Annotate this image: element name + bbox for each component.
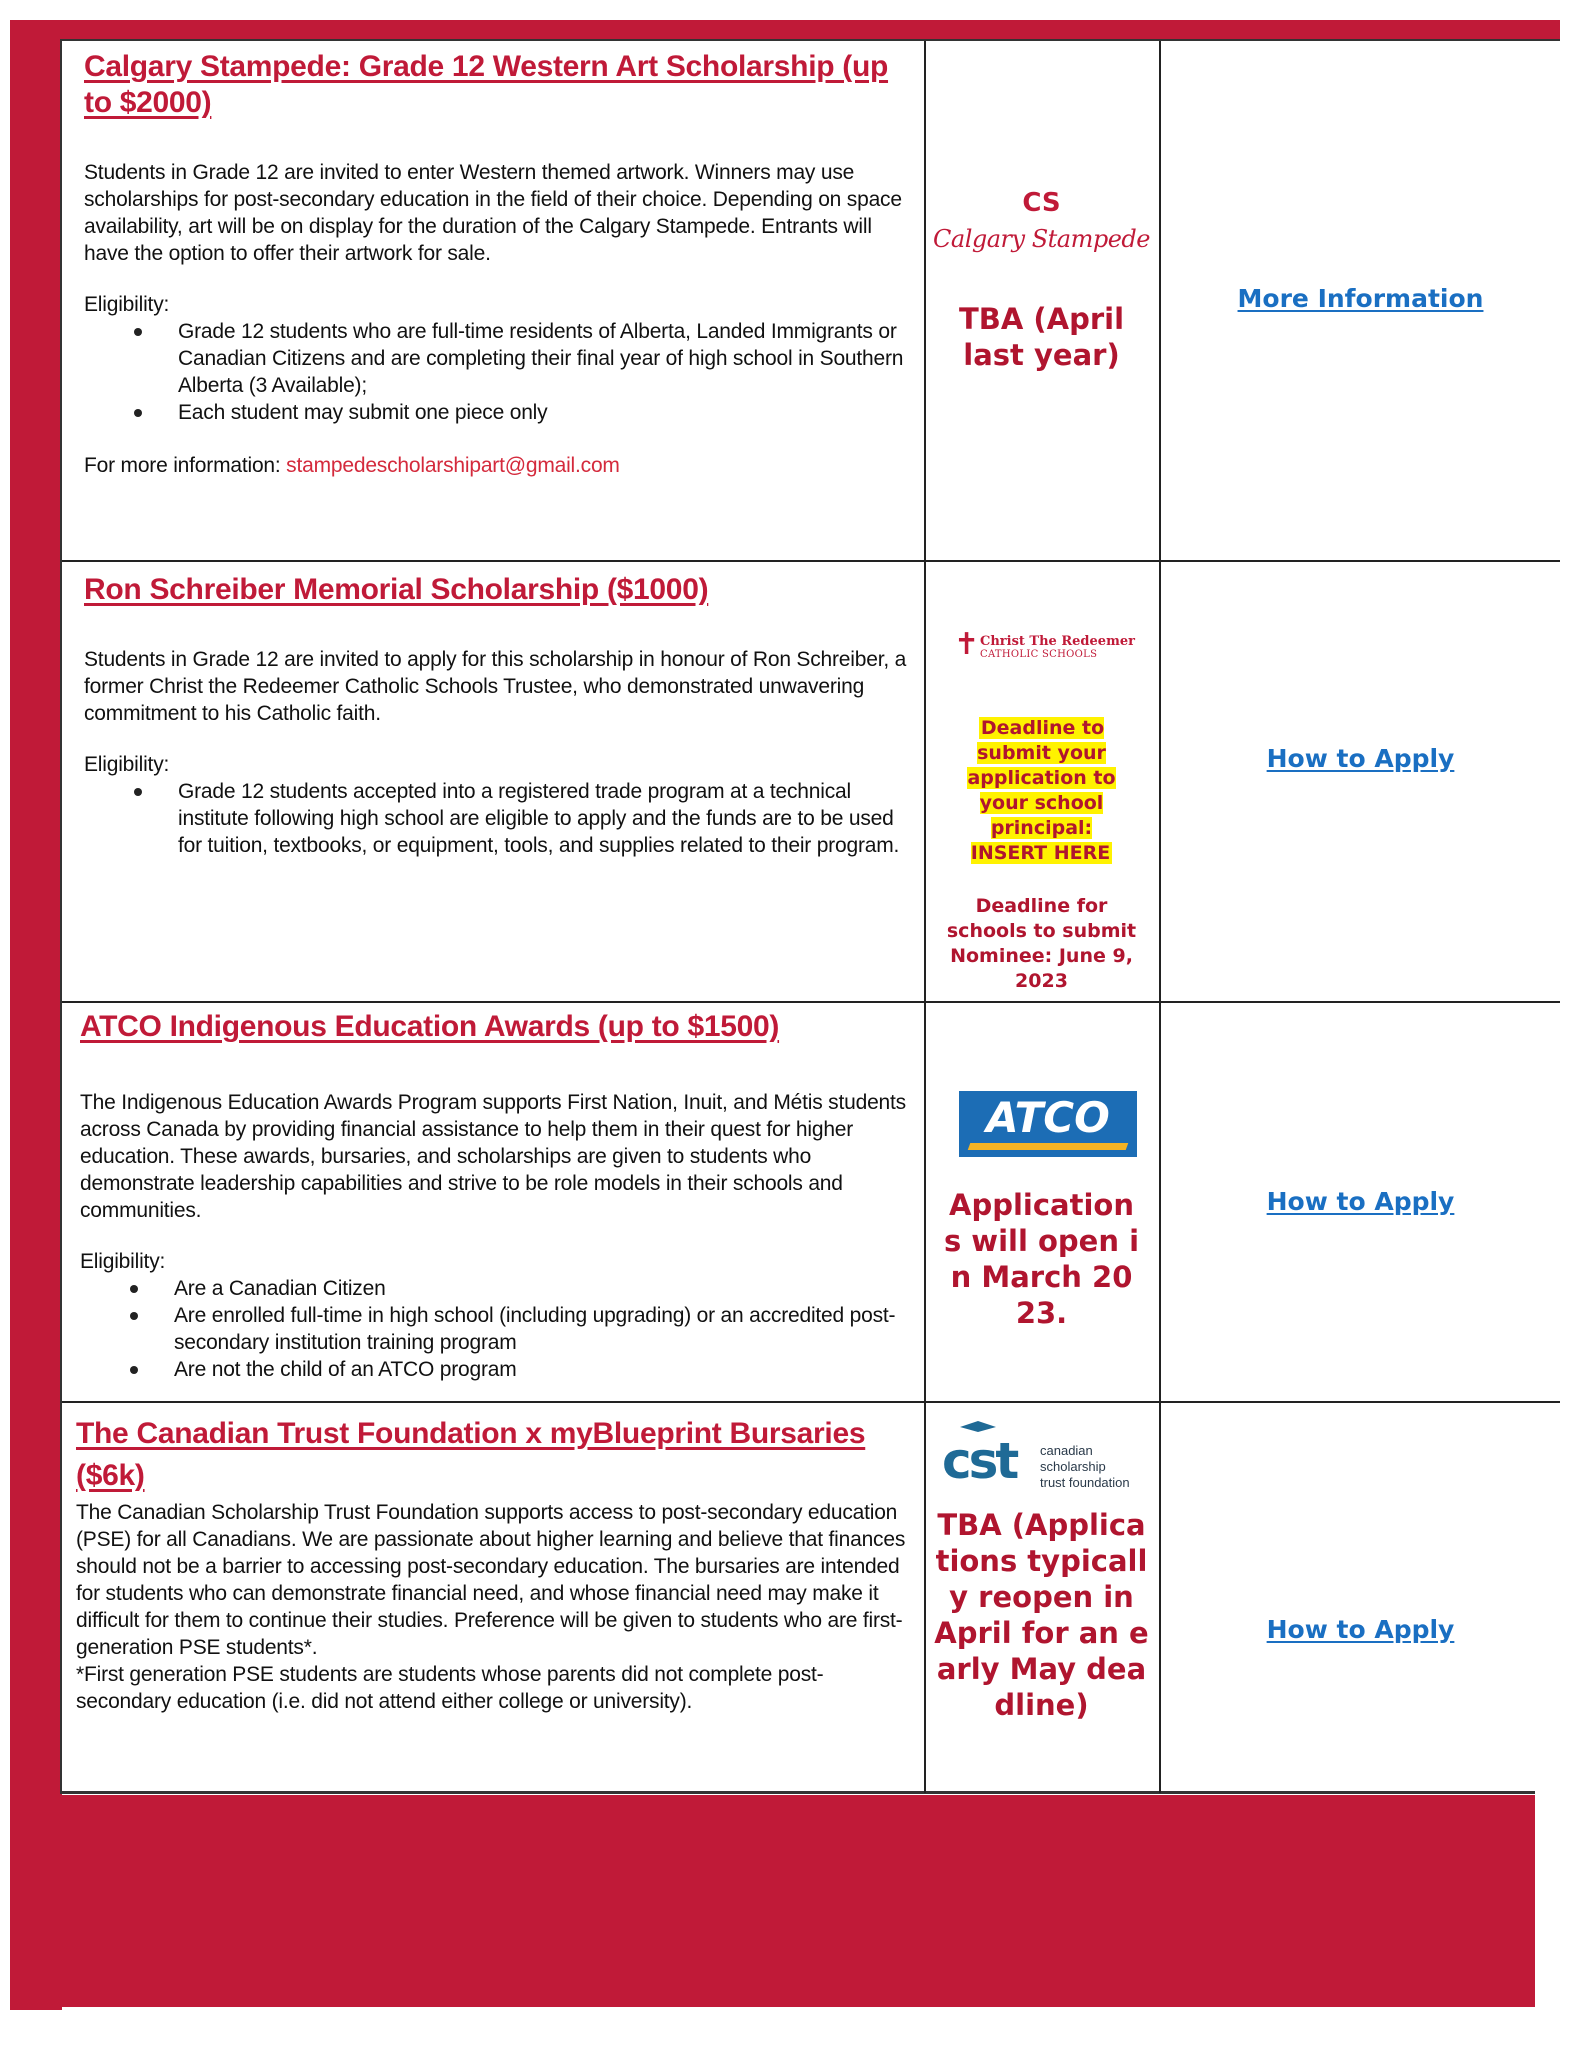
cst-line-2: scholarship <box>1040 1459 1106 1474</box>
scholarship-body <box>76 1499 910 1715</box>
school-deadline-highlight <box>924 716 1159 866</box>
scholarship-description: Students in Grade 12 are invited to apply for this scholarship in honour of Ron Schreiber, a former Christ the Redeemer Catholic Schools Trustee, who demonstrated unwavering commitment to his Catholic faith. <box>84 648 907 725</box>
scholarship-description: The Canadian Scholarship Trust Foundation supports access to post-secondary education (PSE) for all Canadians. We are passionate about higher learning and believe that finances should not be a barrier to accessing post-secondary education. The bursaries are intended for students who can demonstrate financial need, and whose financial need may make it difficult for them to continue their studies. Preference will be given to students who are first-generation PSE students*. <box>76 1501 906 1659</box>
table-row-atco <box>62 1001 1560 1403</box>
eligibility-list <box>84 778 910 859</box>
eligibility-item: Grade 12 students who are full-time residents of Alberta, Landed Immigrants or Canadian Citizens and are completing their final year of high school in Southern Alberta (3 Available); <box>178 318 910 399</box>
deadline-text: Applications will open in March 2023. <box>943 1188 1140 1330</box>
cst-logo-icon <box>942 1421 1152 1491</box>
more-info-line <box>84 452 910 479</box>
more-information-link[interactable]: More Information <box>1237 284 1484 313</box>
bottom-red-block <box>10 1795 1535 2007</box>
deadline-cell <box>924 562 1161 1003</box>
eligibility-label: Eligibility: <box>80 1250 166 1273</box>
cst-line-1: canadian <box>1040 1443 1093 1458</box>
calgary-stampede-logo-icon <box>924 188 1159 253</box>
table-row-calgary-stampede <box>62 41 1560 560</box>
table-row-ron-schreiber <box>62 560 1560 1003</box>
link-cell <box>1161 1003 1560 1403</box>
logo-line-2: CATHOLIC SCHOOLS <box>980 649 1098 660</box>
eligibility-label: Eligibility: <box>84 753 170 776</box>
more-info-label: For more information: <box>84 454 287 477</box>
footnote: *First generation PSE students are students whose parents did not complete post-secondary education (i.e. did not attend either college or university). <box>76 1663 824 1713</box>
eligibility-item: Grade 12 students accepted into a registered trade program at a technical institute following high school are eligible to apply and the funds are to be used for tuition, textbooks, or equipment, tools, and supplies related to their program. <box>178 778 910 859</box>
link-cell <box>1161 41 1560 560</box>
scholarship-title[interactable]: Calgary Stampede: Grade 12 Western Art Scholarship (up to $2000) <box>84 50 889 119</box>
cst-wordmark <box>1040 1443 1130 1491</box>
scholarship-description: The Indigenous Education Awards Program supports First Nation, Inuit, and Métis students across Canada by providing financial assistance to help them in their quest for higher education. These awards, bursaries, and scholarships are given to students who demonstrate leadership capabilities and strive to be role models in their schools and communities. <box>80 1091 906 1222</box>
deadline-cell <box>924 41 1161 560</box>
link-cell <box>1161 562 1560 1003</box>
scholarship-description: Students in Grade 12 are invited to enter Western themed artwork. Winners may use scholarships for post-secondary education in the field of their choice. Depending on space availability, art will be on display for the duration of the Calgary Stampede. Entrants will have the option to offer their artwork for sale. <box>84 161 902 265</box>
how-to-apply-link[interactable]: How to Apply <box>1266 744 1455 773</box>
link-cell <box>1161 1403 1560 1793</box>
scholarship-body <box>80 1089 910 1383</box>
deadline-text: TBA (Applications typically reopen in April for an early May deadline) <box>934 1508 1149 1722</box>
eligibility-item: Are enrolled full-time in high school (including upgrading) or an accredited post-secondary institution training program <box>174 1302 910 1356</box>
highlighted-deadline-text: Deadline to submit your application to your school principal: INSERT HERE <box>967 717 1116 864</box>
left-red-strip <box>10 20 62 2010</box>
description-cell <box>62 41 926 560</box>
cs-mark: CS <box>1022 188 1061 218</box>
cross-icon: ✝ <box>954 627 980 662</box>
logo-line-1: Christ The Redeemer <box>980 634 1135 649</box>
description-cell <box>62 1403 926 1793</box>
description-cell <box>62 562 926 1003</box>
cs-wordmark: Calgary Stampede <box>933 225 1150 253</box>
atco-stripe <box>968 1143 1129 1150</box>
atco-logo-icon <box>959 1091 1137 1157</box>
contact-email-link[interactable]: stampedescholarshipart@gmail.com <box>286 454 620 477</box>
table-row-cst <box>62 1401 1560 1793</box>
eligibility-item: Each student may submit one piece only <box>178 399 910 426</box>
eligibility-label: Eligibility: <box>84 293 170 316</box>
atco-wordmark: ATCO <box>986 1093 1110 1142</box>
scholarship-title[interactable]: ATCO Indigenous Education Awards (up to $1500) <box>80 1010 780 1043</box>
scholarship-title[interactable]: Ron Schreiber Memorial Scholarship ($1000) <box>84 573 709 606</box>
eligibility-list <box>84 318 910 426</box>
top-red-band <box>28 20 1560 40</box>
scholarship-title[interactable]: The Canadian Trust Foundation x myBlueprint Bursaries ($6k) <box>76 1417 866 1492</box>
deadline-cell <box>924 1403 1161 1793</box>
deadline-cell <box>924 1003 1161 1403</box>
deadline-text: TBA (April last year) <box>958 302 1125 372</box>
description-cell <box>62 1003 926 1403</box>
scholarship-body <box>84 159 910 479</box>
scholarship-body <box>84 646 910 859</box>
how-to-apply-link[interactable]: How to Apply <box>1266 1615 1455 1644</box>
eligibility-item: Are a Canadian Citizen <box>174 1275 910 1302</box>
cst-line-3: trust foundation <box>1040 1475 1130 1490</box>
nominee-deadline-text: Deadline for schools to submit Nominee: June 9, 2023 <box>946 895 1137 992</box>
eligibility-list <box>80 1275 910 1383</box>
eligibility-item: Are not the child of an ATCO program <box>174 1356 910 1383</box>
cst-mark: cst <box>942 1432 1017 1490</box>
how-to-apply-link[interactable]: How to Apply <box>1266 1187 1455 1216</box>
